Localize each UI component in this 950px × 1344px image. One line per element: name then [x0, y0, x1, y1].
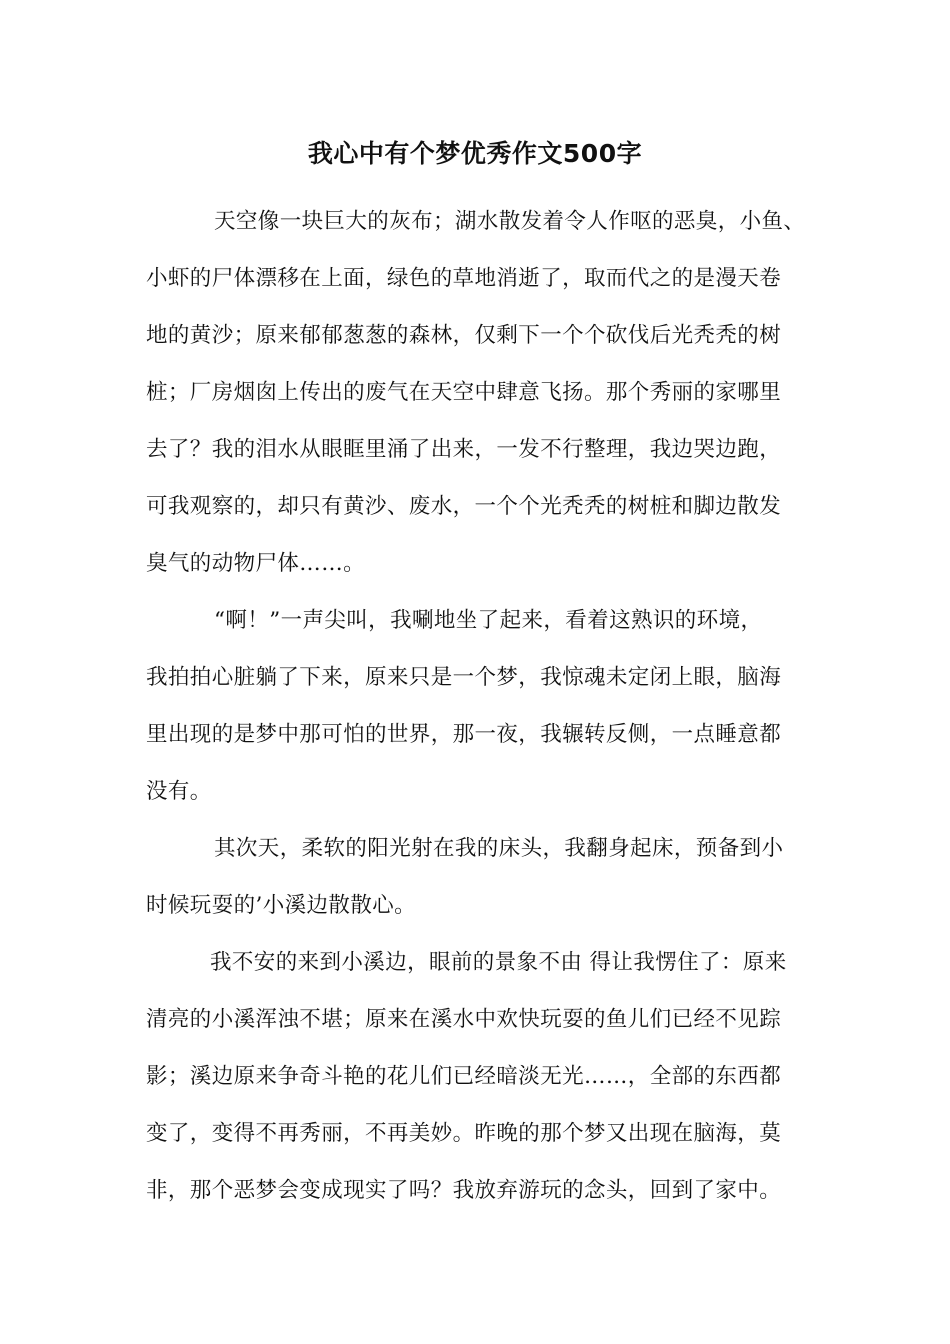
text-line: 时候玩耍的’小溪边散散心。 — [146, 893, 417, 918]
text-line: 里出现的是梦中那可怕的世界，那一夜，我辗转反侧，一点睡意都 — [146, 722, 782, 747]
text-line: 我不安的来到小溪边，眼前的景象不由 得让我愣住了：原来 — [210, 950, 787, 975]
text-line: “啊！”一声尖叫，我唰地坐了起来，看着这熟识的环境， — [214, 608, 763, 633]
text-line: 可我观察的，却只有黄沙、废水，一个个光秃秃的树桩和脚边散发 — [146, 494, 782, 519]
text-line: 地的黄沙；原来郁郁葱葱的森林，仅剩下一个个砍伐后光秃秃的树 — [146, 323, 782, 348]
text-line: 天空像一块巨大的灰布；湖水散发着令人作呕的恶臭，小鱼、 — [214, 209, 806, 234]
essay-body — [146, 199, 826, 1225]
text-line: 臭气的动物尸体……。 — [146, 551, 366, 576]
text-line: 我拍拍心脏躺了下来，原来只是一个梦，我惊魂未定闭上眼，脑海 — [146, 665, 782, 690]
text-line: 清亮的小溪浑浊不堪；原来在溪水中欢快玩耍的鱼儿们已经不见踪 — [146, 1007, 782, 1032]
page-title: 我心中有个梦优秀作文500字 — [307, 139, 643, 168]
text-line: 去了？我的泪水从眼眶里涌了出来，一发不行整理，我边哭边跑， — [146, 437, 782, 462]
text-line: 其次天，柔软的阳光射在我的床头，我翻身起床，预备到小 — [214, 836, 784, 861]
text-line: 非，那个恶梦会变成现实了吗？我放弃游玩的念头，回到了家中。 — [146, 1178, 782, 1203]
text-line: 变了，变得不再秀丽，不再美妙。昨晚的那个梦又出现在脑海，莫 — [146, 1121, 782, 1146]
text-line: 影；溪边原来争奇斗艳的花儿们已经暗淡无光……，全部的东西都 — [146, 1064, 782, 1089]
text-line: 桩；厂房烟囱上传出的废气在天空中肆意飞扬。那个秀丽的家哪里 — [146, 380, 782, 405]
text-line: 没有。 — [146, 779, 212, 804]
text-line: 小虾的尸体漂移在上面，绿色的草地消逝了，取而代之的是漫天卷 — [146, 266, 782, 291]
